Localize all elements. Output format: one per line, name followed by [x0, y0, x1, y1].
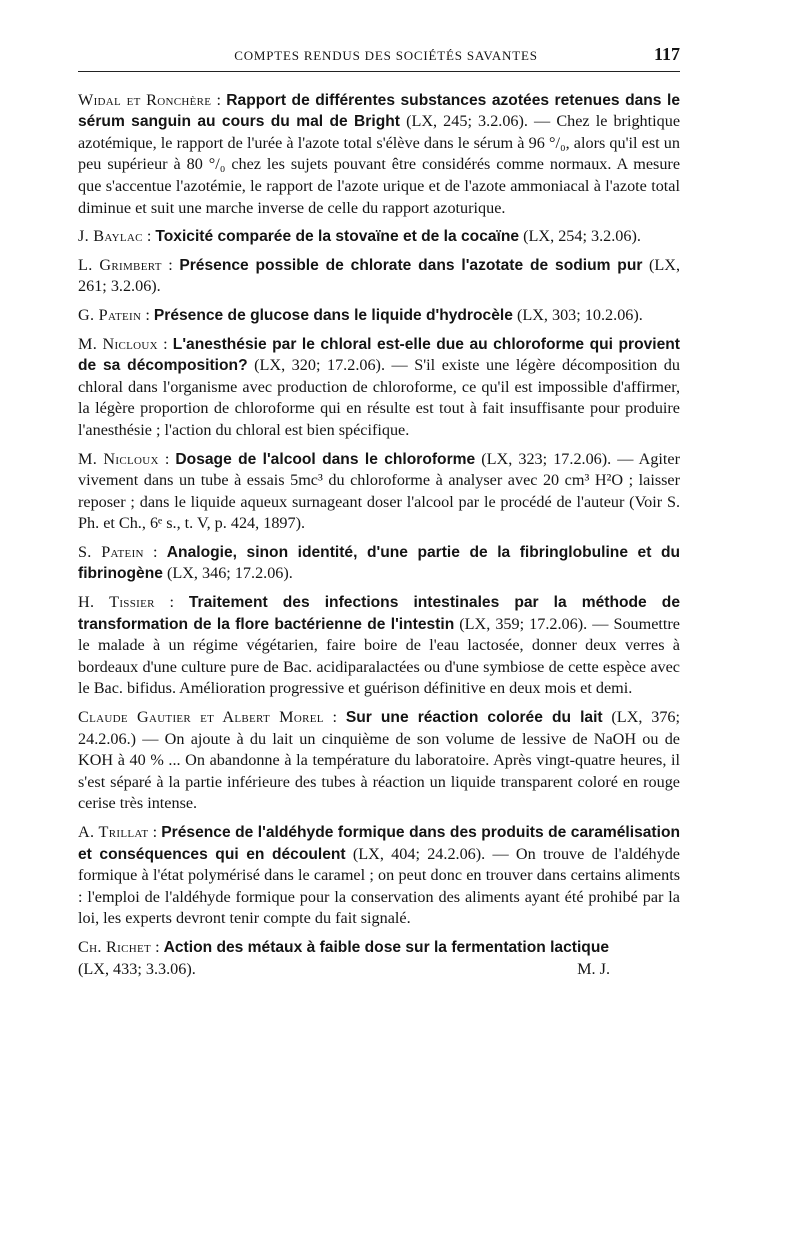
entry-author: A. Trillat: [78, 823, 149, 841]
entry-gautier-morel: Claude Gautier et Albert Morel : Sur une réaction colorée du lait (LX, 376; 24.2.06.) — On ajoute à du lait un cinquième de son volume de lessive de NaOH ou de KOH à 40 % ... On abandonne à la température du laboratoire. Après vingt-quatre heures, il s'est séparé à la partie inférieure des tubes à réaction un liquide transparent coloré en rouge cerise très intense.: [78, 708, 681, 813]
entry-title: Sur une réaction colorée du lait: [345, 709, 603, 727]
entry-author: H. Tissier: [78, 593, 155, 612]
entry-baylac: J. Baylac : Toxicité comparée de la stovaïne et de la cocaïne (LX, 254; 3.2.06).: [78, 227, 641, 246]
entry-title: Analogie, sinon identité, d'une partie de la fibringlobuline et du fibrinogène: [78, 543, 681, 583]
entry-author: Claude Gautier et Albert Morel: [78, 708, 324, 727]
entry-patein-fibrinogene: S. Patein : Analogie, sinon identité, d'une partie de la fibringlobuline et du fibrinogène (LX, 346; 17.2.06).: [78, 542, 681, 583]
entry-text: (LX, 433; 3.3.06).: [78, 959, 196, 978]
entry-title: Traitement des infections intestinales par la méthode de transformation de la flore bactérienne de l'intestin: [78, 594, 681, 633]
entry-text: (LX, 359; 17.2.06). — Soumettre le malade à un régime végétarien, faire boire de l'eau lactosée, donner deux verres à bordeaux d'une culture pure de Bac. acidiparalactées ou d'une symbiose de cette espèce avec le Bac. bifidus. Amélioration progressive et guérison définitive en deux mois et demi.: [78, 614, 680, 698]
entry-last-line: [78, 959, 680, 981]
entry-author: M. Nicloux: [78, 334, 158, 353]
page-number: 117: [653, 44, 680, 64]
entry-richet: Ch. Richet : Action des métaux à faible dose sur la fermentation lactique (LX, 433; 3.3.06). M. J.: [78, 937, 680, 980]
entry-tissier: H. Tissier : Traitement des infections intestinales par la méthode de transformation de la flore bactérienne de l'intestin (LX, 359; 17.2.06). — Soumettre le malade à un régime végétarien, faire boire de l'eau lactosée, donner deux verres à bordeaux d'une culture pure de Bac. acidiparalactées ou d'une symbiose de cette espèce avec le Bac. bifidus. Amélioration progressive et guérison définitive en deux mois et demi.: [78, 593, 681, 698]
entry-text: (LX, 254; 3.2.06).: [523, 227, 641, 246]
entry-text: (LX, 261; 3.2.06).: [78, 255, 681, 296]
page: [78, 44, 680, 987]
entry-nicloux-alcool: M. Nicloux : Dosage de l'alcool dans le chloroforme (LX, 323; 17.2.06). — Agiter vivement dans un tube à essais 5mc³ du chloroforme à analyser avec 20 cm³ H²O ; laisser reposer ; dans le liquide aqueux surnageant doser l'alcool par le procédé de l'auteur (Voir S. Ph. et Ch., 6ᵉ s., t. V, p. 424, 1897).: [78, 449, 681, 533]
entry-text: (LX, 404; 24.2.06). — On trouve de l'aldéhyde formique à l'état polymérisé dans le caramel ; on peut donc en trouver dans certains aliments : l'emploi de l'aldéhyde formique pour la conservation des aliments ayant été prohibé par la loi, les experts devront tenir compte du fait signalé.: [78, 844, 680, 928]
entry-author: S. Patein: [78, 542, 144, 561]
entry-title: Action des métaux à faible dose sur la fermentation lactique: [163, 938, 610, 956]
entry-author: G. Patein: [78, 305, 142, 324]
signature: M. J.: [577, 959, 610, 978]
running-title: COMPTES RENDUS DES SOCIÉTÉS SAVANTES: [234, 48, 538, 63]
entry-patein-glucose: G. Patein : Présence de glucose dans le liquide d'hydrocèle (LX, 303; 10.2.06).: [78, 305, 643, 324]
entry-text: (LX, 376; 24.2.06.) — On ajoute à du lait un cinquième de son volume de lessive de NaOH ou de KOH à 40 % ... On abandonne à la température du laboratoire. Après vingt-quatre heures, il s'est séparé à la partie inférieure des tubes à réaction un liquide transparent coloré en rouge cerise très intense.: [78, 708, 681, 813]
entry-text: (LX, 320; 17.2.06). — S'il existe une légère décomposition du chloral dans l'organisme avec production de chloroforme, ce qu'il est impossible d'affirmer, la légère proportion de chloroforme qui en résulte est tout à fait insuffisante pour produire l'anesthésie ; l'action du chloral est bien spécifique.: [78, 356, 680, 439]
entry-grimbert: L. Grimbert : Présence possible de chlorate dans l'azotate de sodium pur (LX, 261; 3.2.06).: [78, 255, 681, 296]
entry-author: M. Nicloux: [78, 449, 159, 468]
entry-text: (LX, 323; 17.2.06). — Agiter vivement dans un tube à essais 5mc³ du chloroforme à analyser avec 20 cm³ H²O ; laisser reposer ; dans le liquide aqueux surnageant doser l'alcool par le procédé de l'auteur (Voir S. Ph. et Ch., 6ᵉ s., t. V, p. 424, 1897).: [78, 449, 681, 533]
entry-author: Ch. Richet: [78, 937, 152, 956]
entry-trillat: A. Trillat : Présence de l'aldéhyde formique dans des produits de caramélisation et conséquences qui en découlent (LX, 404; 24.2.06). — On trouve de l'aldéhyde formique à l'état polymérisé dans le caramel ; on peut donc en trouver dans certains aliments : l'emploi de l'aldéhyde formique pour la conservation des aliments ayant été prohibé par la loi, les experts devront tenir compte du fait signalé.: [78, 823, 680, 928]
entry-author: J. Baylac: [78, 227, 143, 246]
entry-text: (LX, 303; 10.2.06).: [516, 305, 643, 324]
entry-title: L'anesthésie par le chloral est-elle due au chloroforme qui provient de sa décomposition?: [78, 335, 680, 375]
entry-title: Dosage de l'alcool dans le chloroforme: [175, 450, 476, 468]
entry-title: Rapport de différentes substances azotées retenues dans le sérum sanguin au cours du mal de Bright: [78, 91, 680, 131]
entry-text: (LX, 346; 17.2.06).: [166, 564, 293, 583]
entry-title: Présence de l'aldéhyde formique dans des produits de caramélisation et conséquences qui en découlent: [78, 824, 680, 863]
entry-nicloux-chloral: M. Nicloux : L'anesthésie par le chloral est-elle due au chloroforme qui provient de sa décomposition? (LX, 320; 17.2.06). — S'il existe une légère décomposition du chloral dans l'organisme avec production de chloroforme, ce qu'il est impossible d'affirmer, la légère proportion de chloroforme qui en résulte est tout à fait insuffisante pour produire l'anesthésie ; l'action du chloral est bien spécifique.: [78, 334, 680, 439]
entry-widal-ronchere: Widal et Ronchère : Rapport de différentes substances azotées retenues dans le sérum sanguin au cours du mal de Bright (LX, 245; 3.2.06). — Chez le brightique azotémique, le rapport de l'urée à l'azote total s'élève dans le sérum à 96 °/₀, alors qu'il est un peu supérieur à 80 °/₀ chez les sujets pouvant être considérés comme normaux. A mesure que s'accentue l'azotémie, le rapport de l'azote urique et de l'azote ammoniacal à l'azote total diminue et suit une marche inverse de celle du rapport azoturique.: [78, 90, 681, 217]
entry-author: L. Grimbert: [78, 255, 162, 274]
running-head: [78, 44, 680, 72]
entry-text: (LX, 245; 3.2.06). — Chez le brightique azotémique, le rapport de l'urée à l'azote total s'élève dans le sérum à 96 °/₀, alors qu'il est un peu supérieur à 80 °/₀ chez les sujets pouvant être considérés comme normaux. A mesure que s'accentue l'azotémie, le rapport de l'azote urique et de l'azote ammoniacal à l'azote total diminue et suit une marche inverse de celle du rapport azoturique.: [78, 112, 681, 217]
entry-title: Présence possible de chlorate dans l'azotate de sodium pur: [179, 256, 643, 274]
entry-title: Présence de glucose dans le liquide d'hydrocèle: [153, 306, 513, 324]
entry-author: Widal et Ronchère: [78, 90, 212, 109]
entry-title: Toxicité comparée de la stovaïne et de la cocaïne: [155, 228, 520, 246]
